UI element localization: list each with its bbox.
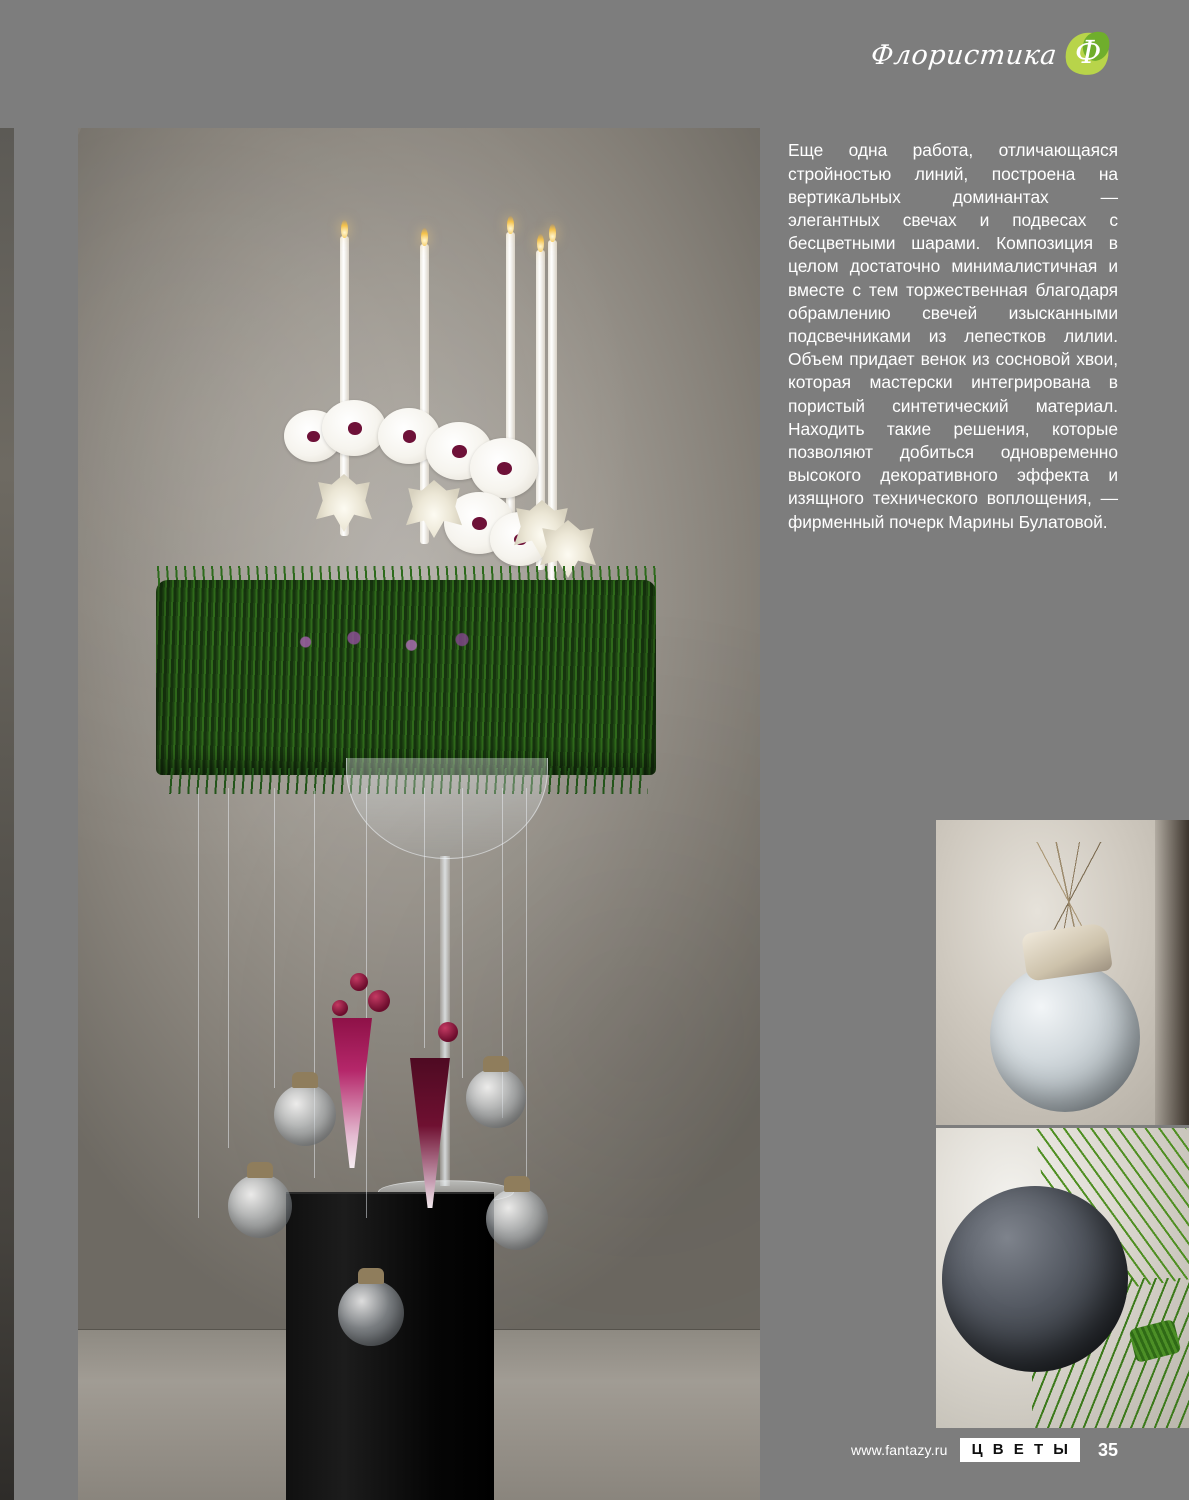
black-pedestal (286, 1194, 494, 1500)
leaf-icon (1063, 29, 1111, 81)
article-body: Еще одна работа, отличающаяся стройностью линий, построена на вертикальных доминантах — элегантных свечах и подвесах с бесцветными шарами. Композиция в целом достаточно минималистичная и вместе с тем торжественная благодаря обрамлению свечей изысканными подсвечниками из лепестков лилии. Объем придает венок из сосновой хвои, которая мастерски интегрирована в пористый синтетический материал. Находить такие решения, которые позволяют добиться одновременно высокого декоративного эффекта и изящного технического воплощения, — фирменный почерк Марины Булатовой. (788, 140, 1118, 532)
ball-cap (504, 1176, 530, 1192)
glass-stem (440, 856, 450, 1186)
hanging-wire (424, 788, 425, 1048)
photo-dark-edge (1155, 820, 1189, 1125)
hanging-wire (228, 788, 229, 1148)
orchid-bloom (470, 438, 538, 498)
masthead-monogram: Ф (1074, 33, 1102, 71)
detail-photo-bottom (936, 1128, 1189, 1428)
hanging-wire (366, 788, 367, 1218)
candle-flame (341, 220, 348, 238)
glitter-ball-detail (990, 962, 1140, 1112)
berry (438, 1022, 458, 1042)
glitter-ball (486, 1188, 548, 1250)
masthead-logo (871, 22, 1111, 88)
ball-cap (483, 1056, 509, 1072)
magazine-title: Ц В Е Т Ы (960, 1438, 1080, 1462)
left-bleed-strip (0, 128, 14, 1500)
hanging-wire (274, 788, 275, 1088)
detail-photo-top (936, 820, 1189, 1125)
ball-cap (358, 1268, 384, 1284)
hanging-wire (198, 788, 199, 1218)
dark-glitter-ball (942, 1186, 1128, 1372)
candle-flame (421, 228, 428, 246)
berry (350, 973, 368, 991)
glitter-ball (228, 1174, 292, 1238)
website-url[interactable]: www.fantazy.ru (850, 1442, 948, 1458)
glitter-ball (338, 1280, 404, 1346)
candle-flame (549, 224, 556, 242)
heather-cluster (278, 622, 508, 662)
ball-cap (247, 1162, 273, 1178)
main-photo (78, 128, 760, 1500)
page-number: 35 (1097, 1439, 1118, 1460)
ball-cap (292, 1072, 318, 1088)
candle-flame (507, 216, 514, 234)
masthead-wordmark: Флористика (869, 39, 1059, 71)
pine-wreath (156, 580, 656, 775)
berry (332, 1000, 348, 1016)
hanging-wire (526, 788, 527, 1188)
candle-flame (537, 234, 544, 252)
glitter-ball (466, 1068, 526, 1128)
hanging-wire (462, 788, 463, 1078)
orchid-bloom (322, 400, 386, 456)
glitter-ball (274, 1084, 336, 1146)
page-footer (788, 1438, 1118, 1462)
berry (368, 990, 390, 1012)
